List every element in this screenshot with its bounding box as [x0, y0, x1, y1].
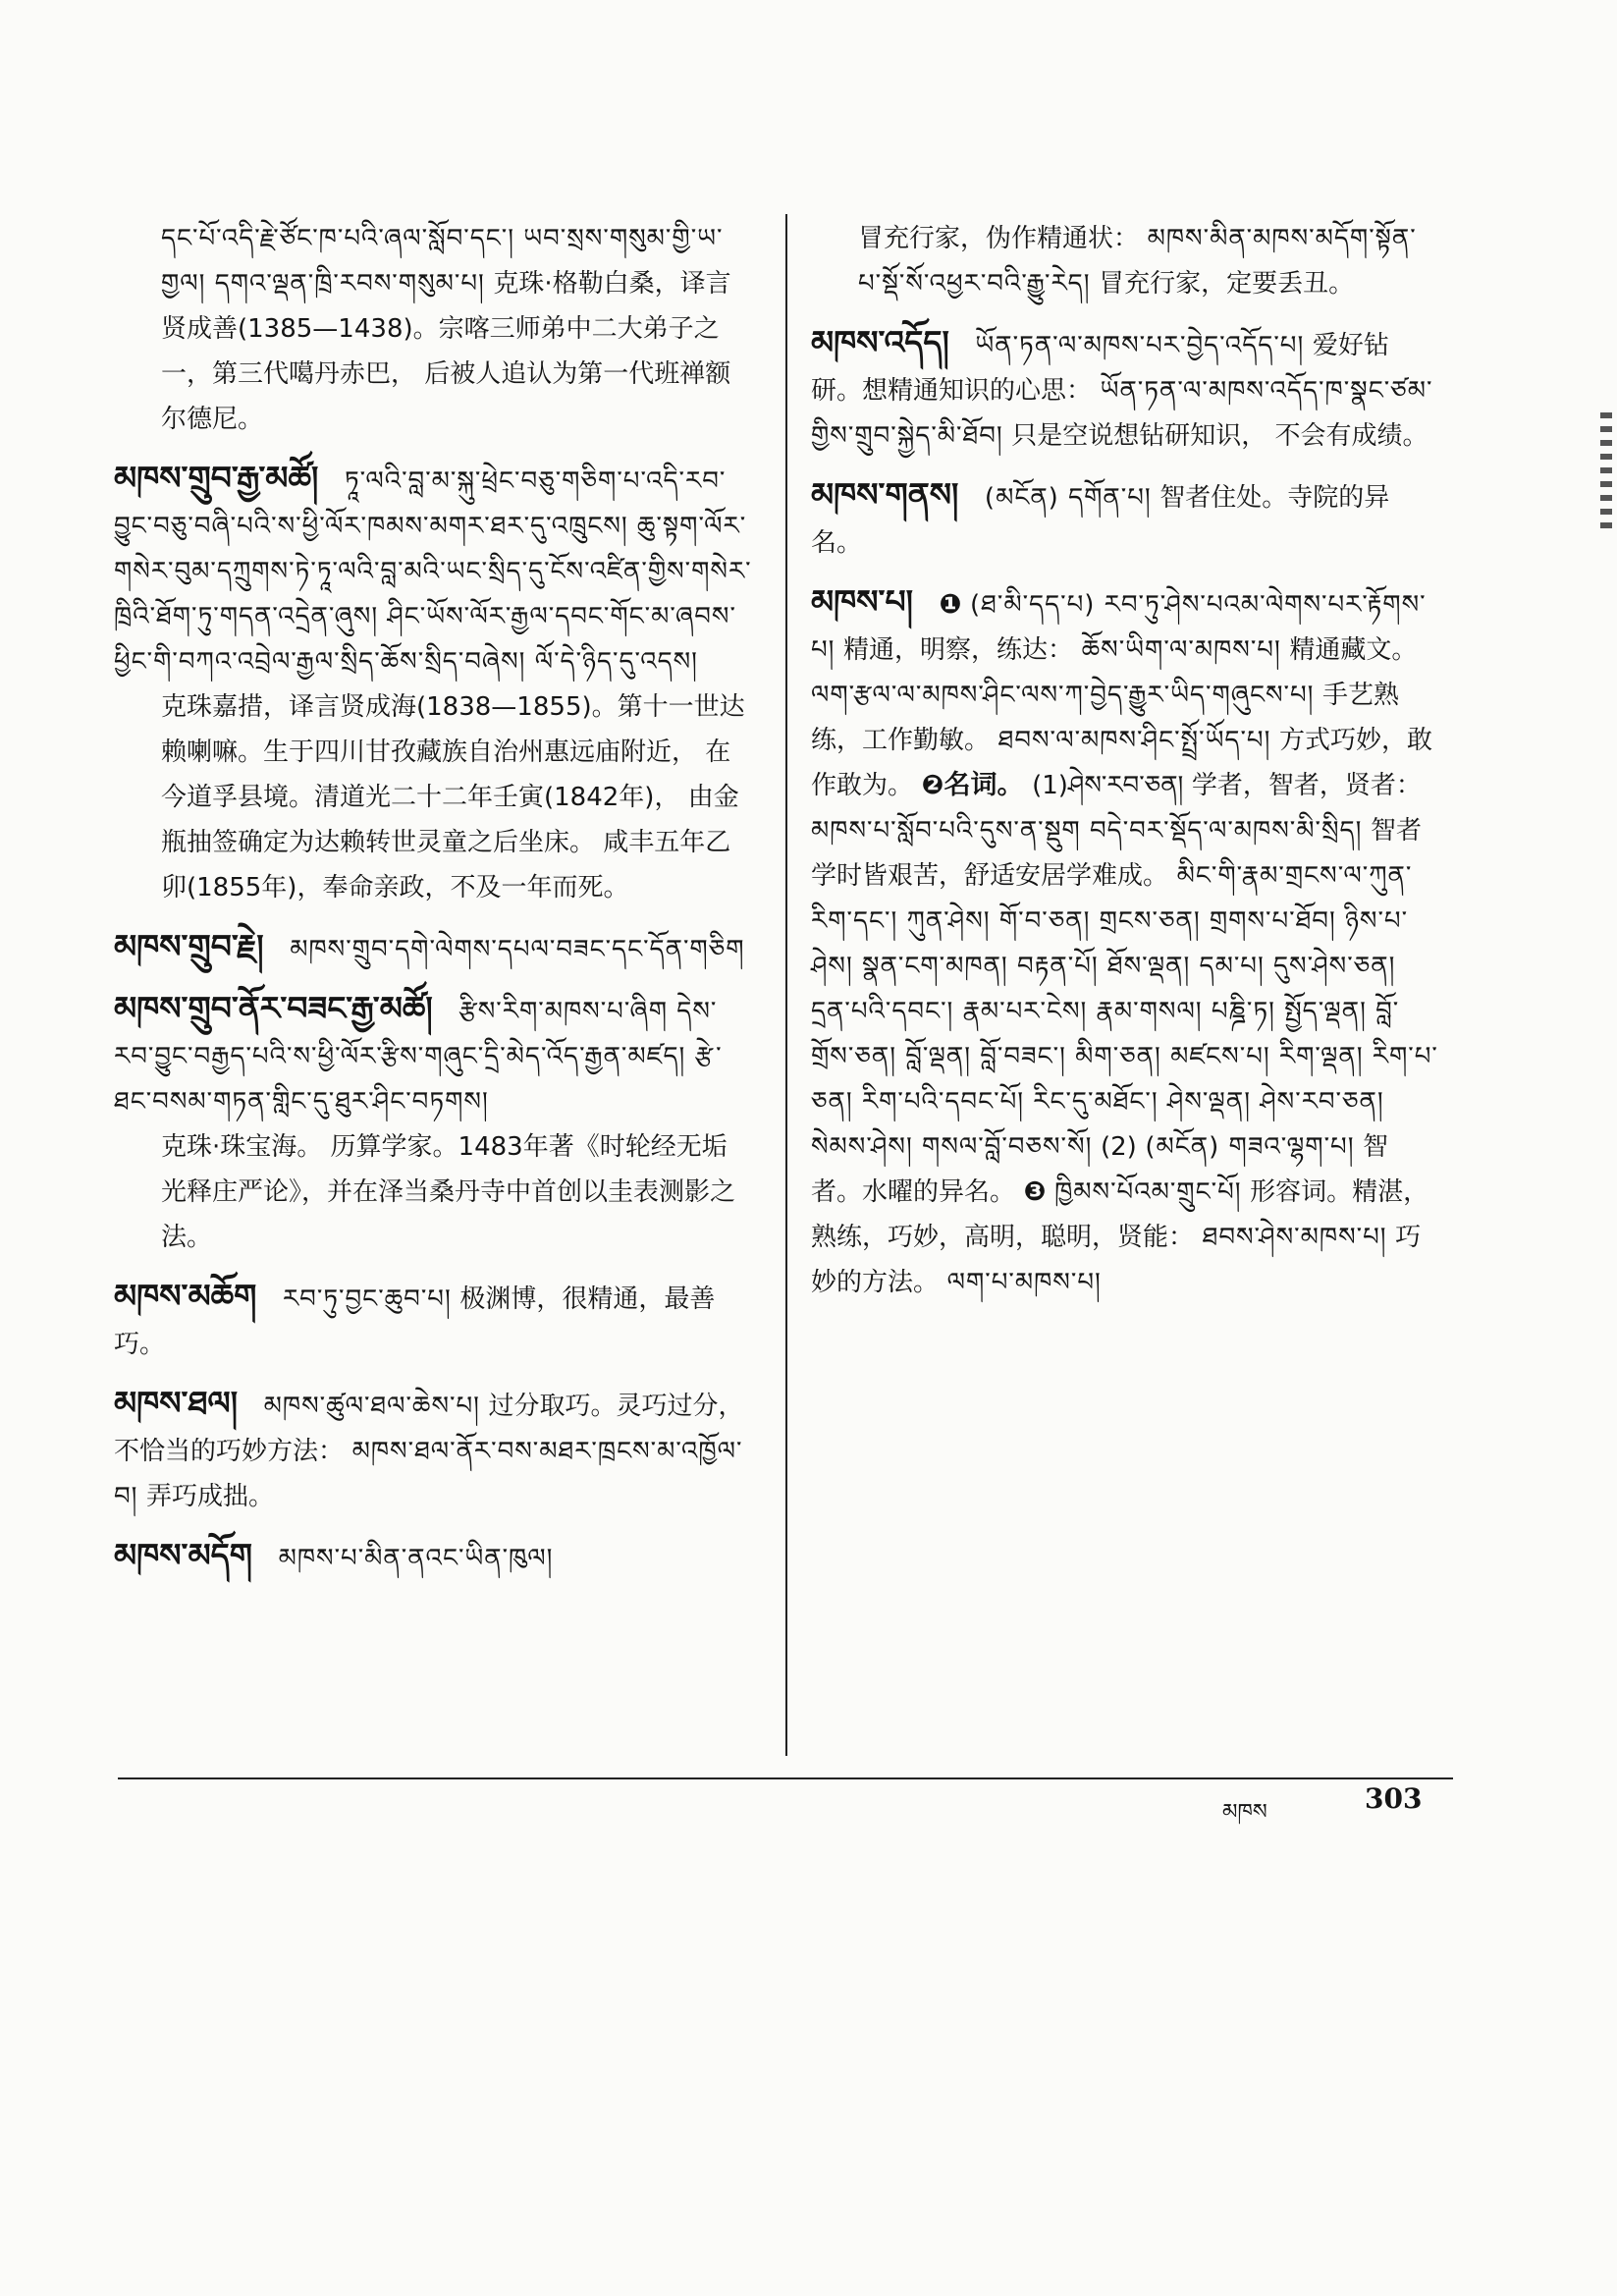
entry-chinese: 极渊博，很精通，最善巧。: [114, 1285, 716, 1359]
running-head: མཁས: [1222, 1800, 1267, 1825]
entry-headword: མཁས་གནས།: [811, 475, 959, 514]
entry-example-chinese: 只是空说想钻研知识， 不会有成绩。: [1011, 421, 1428, 451]
entry-headword: མཁས་གྲུབ་རྗེ།: [114, 927, 264, 965]
entry: [114, 986, 752, 1260]
entry: [811, 579, 1439, 1305]
sense-marker-1: ❶: [939, 589, 962, 620]
entry-chinese: 智者住处。寺院的异名。: [811, 483, 1390, 558]
left-column: [114, 216, 752, 1595]
entry-example-tibetan: མཁས་པ་སློབ་པའི་དུས་ན་སྡུག བདེ་བར་སྡོད་ལ་མཁས་མི་སྲིད།: [811, 816, 1363, 846]
entry-headword: མཁས་གྲུབ་ནོར་བཟང་རྒྱ་མཚོ།: [114, 989, 433, 1027]
entry: [114, 456, 752, 910]
entry-headword: མཁས་མདོག: [114, 1536, 252, 1574]
entry: [114, 1533, 752, 1581]
entry-example-tibetan: ལག་པ་མཁས་པ།: [946, 1268, 1102, 1297]
margin-marks: [1600, 412, 1612, 530]
entry-chinese: 爱好钻研。想精通知识的心思：: [811, 331, 1389, 406]
entry-example-chinese: 智者学时皆艰苦，舒适安居学难成。: [811, 816, 1422, 891]
entry-chinese: 过分取巧。灵巧过分，不恰当的巧妙方法：: [114, 1392, 744, 1466]
entry-headword: མཁས་གྲུབ་རྒྱ་མཚོ།: [114, 459, 319, 497]
entry-headword: མཁས་ཐལ།: [114, 1384, 239, 1422]
entry-tibetan: ཏཱ་ལའི་བླ་མ་སྐུ་ཕྲེང་བཅུ་གཅིག་པ་འདི་རབ་བྱུང་བཅུ་བཞི་པའི་ས་ཕྱི་ལོར་ཁམས་མགར་ཐར་དུ་འཁྲུངས། ཆུ་སྟག་ལོར་གསེར་བུམ་དཀྲུགས་ཏེ་ཏཱ་ལའི་བླ་མའི་ཡང་སྲིད་དུ་ངོས་འཛིན་གྱིས་གསེར་ཁྲིའི་ཐོག་ཏུ་གདན་འདྲེན་ཞུས། ཤིང་ཡོས་ལོར་རྒྱལ་དབང་གོང་མ་ཞབས་ཕྱིང་གི་བཀའ་འབྲེལ་རྒྱལ་སྲིད་ཆོས་སྲིད་བཞེས། ལོ་དེ་ཉིད་དུ་འདས།: [114, 466, 752, 677]
synonym-list: མིང་གི་རྣམ་གྲངས་ལ་ཀུན་རིག་དང་། ཀུན་ཤེས། གོ་བ་ཅན། གྲངས་ཅན། གྲགས་པ་ཐོབ། ཉིས་པ་ཤེས། སྣན་ངག་མཁན། བརྟན་པོ། ཐོས་ལྡན། དམ་པ། དུས་ཤེས་ཅན། དྲན་པའི་དབང་། རྣམ་པར་ངེས། རྣམ་གསལ། པཎྜི་ཏ། སྤྱོད་ལྡན། བློ་གྲོས་ཅན། བློ་ལྡན། བློ་བཟང་། མིག་ཅན། མཛངས་པ། རིག་ལྡན། རིག་པ་ཅན། རིག་པའི་དབང་པོ། རིང་དུ་མཐོང་། ཤེས་ལྡན། ཤེས་རབ་ཅན། སེམས་ཤེས། གསལ་བློ་བཅས་སོ།: [811, 861, 1438, 1162]
entry-example-tibetan: ཡོན་ཏན་ལ་མཁས་འདོད་ཁ་སྣང་ཙམ་གྱིས་གྲུབ་སྐྱེད་མི་ཐོབ།: [811, 376, 1433, 451]
sense-marker-2: ❷名词。: [921, 770, 1024, 800]
entry-headword: མཁས་འདོད།: [811, 323, 949, 361]
entry-chinese: 克珠·格勒白桑，译言贤成善(1385—1438)。宗喀三师弟中二大弟子之一，第三代噶丹赤巴， 后被人追认为第一代班禅额尔德尼。: [161, 269, 731, 434]
entry-tibetan: (མངོན) དགོན་པ།: [984, 483, 1152, 513]
column-divider: [785, 214, 787, 1756]
entry-headword: མཁས་མཆོག: [114, 1277, 257, 1315]
entry: [114, 1381, 752, 1519]
entry-continuation-right: [811, 216, 1439, 306]
entry: [114, 924, 752, 972]
entry-chinese: 学者，智者，贤者：: [1191, 771, 1422, 800]
entry-example-tibetan: མཁས་ཐལ་ནོར་བས་མཐར་ཁྲངས་མ་འཁྱོལ་བ།: [114, 1437, 743, 1511]
entry-example-chinese: 巧妙的方法。: [811, 1223, 1422, 1297]
entry-example-tibetan: ཐབས་ཤེས་མཁས་པ།: [1202, 1223, 1387, 1252]
subsense-marker: (1)ཤེས་རབ་ཅན།: [1032, 771, 1184, 800]
entry-tibetan: (ཐ་མི་དད་པ) རབ་ཏུ་ཤེས་པའམ་ལེགས་པར་རྟོགས་པ།: [811, 590, 1427, 665]
entry-example-chinese: 手艺熟练，工作勤敏。: [811, 681, 1400, 755]
entry-tibetan: མཁས་ཚུལ་ཐལ་ཆེས་པ།: [263, 1392, 480, 1421]
entry-chinese: 克珠·珠宝海。 历算学家。1483年著《时轮经无垢光释庄严论》，并在泽当桑丹寺中首创以圭表测影之法。: [161, 1132, 736, 1252]
entry-tibetan: ཡོན་ཏན་ལ་མཁས་པར་བྱེད་འདོད་པ།: [975, 331, 1305, 360]
entry-tibetan: ཁྱིམས་པོའམ་གྲུང་པོ།: [1054, 1177, 1242, 1207]
entry-tibetan: དང་པོ་འདི་རྗེ་ཙོང་ཁ་པའི་ཞལ་སློབ་དང་། ཡབ་སྲས་གསུམ་གྱི་ཡ་གྱལ། དགའ་ལྡན་ཁྲི་རབས་གསུམ་པ།: [161, 224, 724, 299]
sense-marker-3: ❸: [1023, 1176, 1047, 1207]
subsense-marker: (2): [1100, 1132, 1137, 1162]
entry-example-chinese: 弄巧成拙。: [146, 1482, 275, 1511]
right-column: [811, 216, 1439, 1319]
entry-example-tibetan: ལག་རྩལ་ལ་མཁས་ཤིང་ལས་ཀ་བྱེད་རྒྱུར་ཡིད་གཞུངས་པ།: [811, 681, 1315, 710]
page-number: 303: [1365, 1782, 1423, 1815]
entry-example-chinese: 方式巧妙，敢作敢为。: [811, 726, 1432, 800]
footer-rule: [118, 1777, 1453, 1779]
entry-tibetan: རབ་ཏུ་བྱང་ཆུབ་པ།: [282, 1285, 452, 1314]
entry-example-tibetan: ཆོས་ཡིག་ལ་མཁས་པ།: [1081, 635, 1281, 665]
entry-example-chinese: 冒充行家，定要丢丑。: [1099, 269, 1355, 299]
entry-continuation-left: [114, 216, 752, 442]
entry: [114, 1274, 752, 1367]
entry-example-tibetan: ཐབས་ལ་མཁས་ཤིང་སྤྲོ་ཡོད་པ།: [997, 726, 1271, 755]
entry: [811, 472, 1439, 566]
entry-headword: མཁས་པ།: [811, 582, 913, 621]
entry: [811, 320, 1439, 459]
entry-chinese: 形容词。精湛，熟练，巧妙，高明，聪明，贤能：: [811, 1177, 1429, 1252]
entry-chinese: 冒充行家，伪作精通状：: [858, 224, 1140, 253]
entry-tibetan: རྩིས་རིག་མཁས་པ་ཞིག དེས་རབ་བྱུང་བརྒྱད་པའི་ས་ཕྱི་ལོར་རྩིས་གཞུང་དྲི་མེད་འོད་རྒྱན་མཛད། རྩེ་ཐང་བསམ་གཏན་གླིང་དུ་ཐུར་ཤིང་བཏགས།: [114, 997, 723, 1117]
entry-tibetan: (མངོན) གཟའ་ལྷག་པ།: [1145, 1132, 1355, 1162]
entry-example-chinese: 精通藏文。: [1289, 635, 1418, 665]
entry-chinese: 克珠嘉措，译言贤成海(1838—1855)。第十一世达赖喇嘛。生于四川甘孜藏族自治州惠远庙附近， 在今道孚县境。清道光二十二年壬寅(1842年)， 由金瓶抽签确定为达赖转世灵童之后坐床。 咸丰五年乙卯(1855年)，奉命亲政，不及一年而死。: [161, 692, 745, 902]
entry-tibetan: མཁས་པ་མིན་ནའང་ཡིན་ཁུལ།: [278, 1544, 554, 1573]
entry-chinese: 精通，明察，练达：: [843, 635, 1074, 665]
entry-chinese: 智者。水曜的异名。: [811, 1132, 1389, 1207]
entry-example-tibetan: མཁས་མིན་མཁས་མདོག་སྟོན་པ་སྡོ་སོ་འཕྱར་བའི་རྒྱུ་རེད།: [858, 224, 1417, 299]
entry-tibetan: མཁས་གྲུབ་དགེ་ལེགས་དཔལ་བཟང་དང་དོན་གཅིག: [290, 935, 745, 964]
